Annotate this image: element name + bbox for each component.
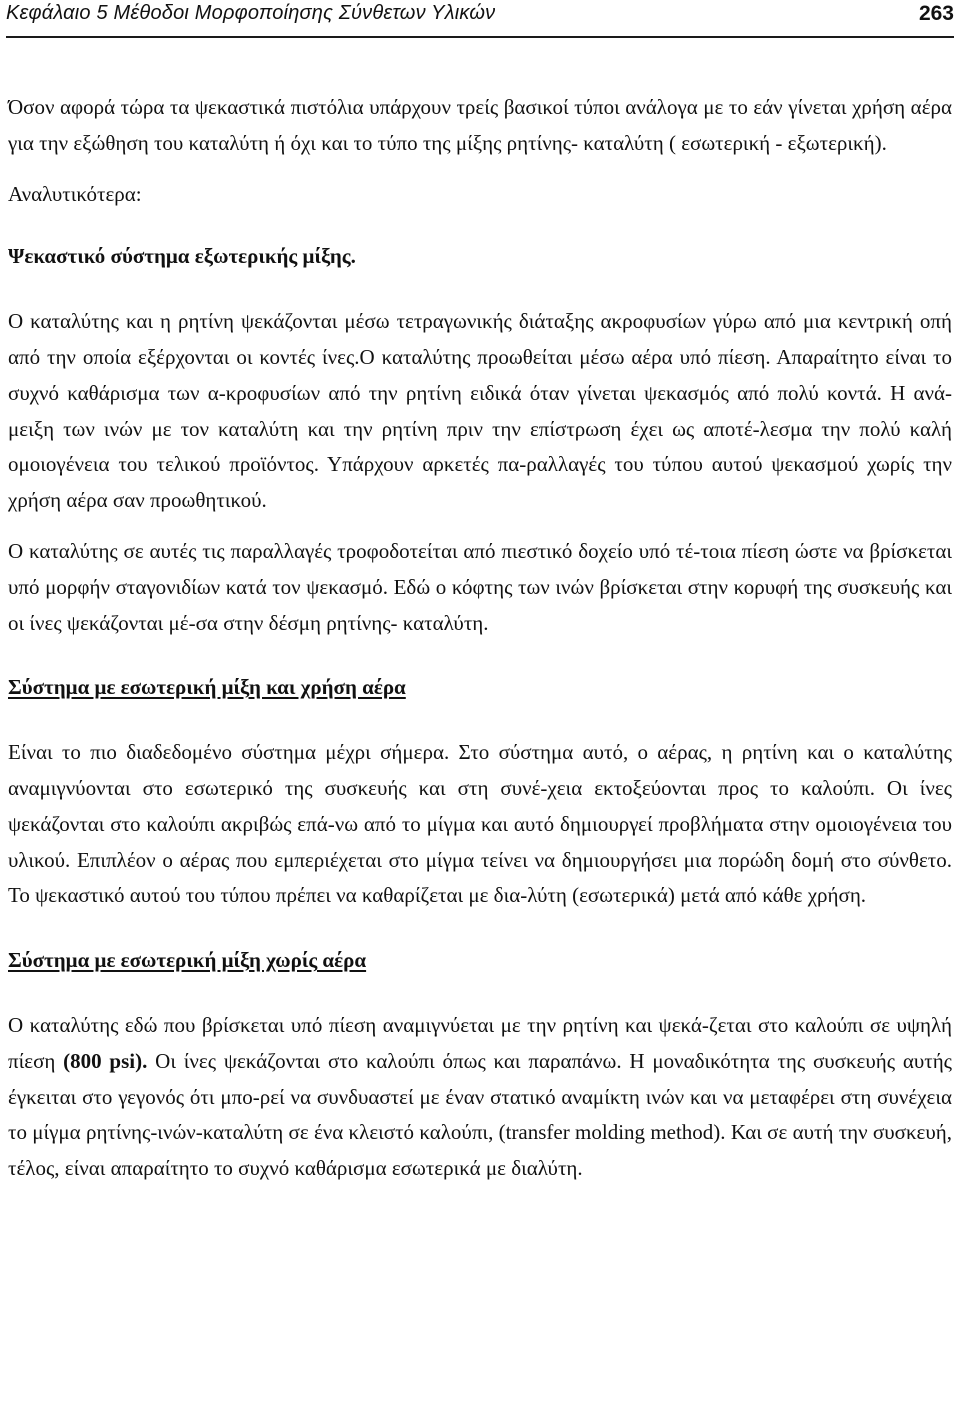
internal-mix-air-paragraph: Είναι το πιο διαδεδομένο σύστημα μέχρι σήμερα. Στο σύστημα αυτό, ο αέρας, η ρητίνη και ο καταλύτης αναμιγνύονται στο εσωτερικό της συσκευής και στη συνέ-χεια εκτοξεύονται προς το καλούπι. Οι ίνες ψεκάζονται στο καλούπι ακριβώς επά-νω από το μίγμα και αυτό δημιουργεί προβλήματα στην ομοιογένεια του υλικού. Επιπλέον ο αέρας που εμπεριέχεται στο μίγμα τείνει να δημιουργήσει μια πορώδη δομή στο σύνθετο. Το ψεκαστικό αυτού του τύπου πρέπει να καθαρίζεται με δια-λύτη (εσωτερικά) μετά από κάθε χρήση.	[8, 740, 952, 908]
paragraph-text-end: Οι ίνες ψεκάζονται στο καλούπι όπως και παραπάνω. Η μοναδικότητα της συσκευής αυτής έγκειται στο γεγονός ότι μπο-ρεί να συνδυαστεί με έναν στατικό αναμίκτη ινών και να μεταφέρει στη συνέχεια το μίγμα ρητίνης-ινών-καταλύτη σε ένα κλειστό καλούπι, (transfer molding method). Και σε αυτή την συσκευή, τέλος, είναι απαραίτητο το συχνό καθάρισμα εσωτερικά με διαλύτη.	[8, 1048, 952, 1181]
external-mix-paragraph-2: Ο καταλύτης σε αυτές τις παραλλαγές τροφοδοτείται από πιεστικό δοχείο υπό τέ-τοια πίεση ώστε να βρίσκεται υπό μορφήν σταγονιδίων κατά τον ψεκασμό. Εδώ ο κόφτης των ινών βρίσκεται στην κορυφή της συσκευής και οι ίνες ψεκάζονται μέ-σα στην δέσμη ρητίνης- καταλύτη.	[8, 538, 952, 635]
chapter-title: Κεφάλαιο 5 Μέθοδοι Μορφοποίησης Σύνθετων Υλικών	[6, 2, 496, 24]
external-mix-paragraph-1: Ο καταλύτης και η ρητίνη ψεκάζονται μέσω τετραγωνικής διάταξης ακροφυσίων γύρω από μια κεντρική οπή από την οποία εξέρχονται οι κοντές ίνες.Ο καταλύτης προωθείται μέσω αέρα υπό πίεση. Απαραίτητο είναι το συχνό καθάρισμα των α-κροφυσίων από την ρητίνη ειδικά όταν γίνεται ψεκασμός από πολύ κοντά. Η ανά-μειξη των ινών με τον καταλύτη και την ρητίνη πριν την επίστρωση έχει ως αποτέ-λεσμα την πολύ καλή ομοιογένεια του τελικού προϊόντος. Υπάρχουν αρκετές πα-ραλλαγές του τύπου αυτού ψεκασμού χωρίς την χρήση αέρα σαν προωθητικού.	[8, 309, 952, 513]
section-heading-external-mix: Ψεκαστικό σύστημα εξωτερικής μίξης.	[8, 244, 356, 269]
intro-lead: Αναλυτικότερα:	[8, 181, 142, 206]
page-number: 263	[918, 2, 954, 25]
pressure-value: (800 psi).	[63, 1048, 148, 1073]
intro-paragraph: Όσον αφορά τώρα τα ψεκαστικά πιστόλια υπάρχουν τρείς βασικοί τύποι ανάλογα με το εάν γίνεται χρήση αέρα για την εξώθηση του καταλύτη ή όχι και το τύπο της μίξης ρητίνης- καταλύτη ( εσωτερική - εξωτερική).	[8, 95, 952, 155]
running-header	[6, 0, 954, 38]
internal-mix-no-air-paragraph	[8, 1008, 952, 1187]
body-text	[8, 90, 952, 1187]
section-heading-internal-mix-no-air: Σύστημα με εσωτερική μίξη χωρίς αέρα	[8, 948, 367, 973]
section-heading-internal-mix-air: Σύστημα με εσωτερική μίξη και χρήση αέρα	[8, 675, 406, 700]
paragraph-text-start: Ο καταλύτης εδώ που βρίσκεται υπό πίεση αναμιγνύεται με την ρητίνη και ψεκά-ζεται στο καλούπι σε υψηλή πίεση	[8, 1012, 952, 1073]
